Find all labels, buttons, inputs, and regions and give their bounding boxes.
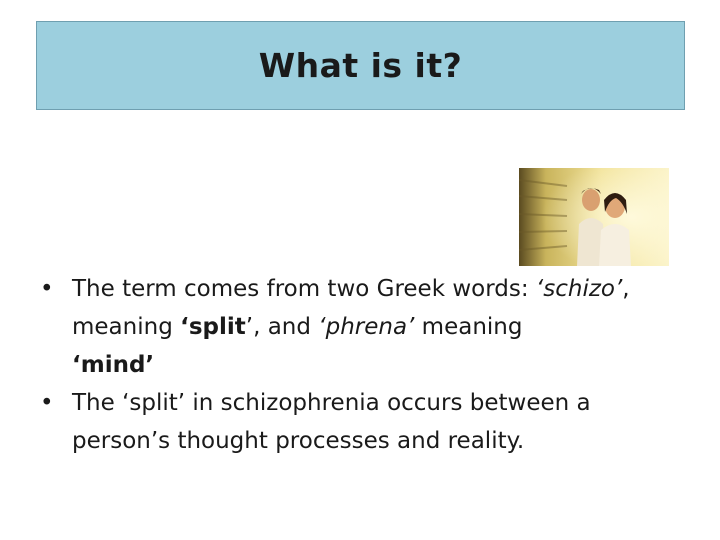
term-schizo: ‘schizo’ — [535, 276, 623, 302]
bullet-text: ’, and — [245, 314, 319, 340]
term-phrena: ‘phrena’ — [318, 314, 415, 340]
term-split: ‘split — [180, 314, 246, 340]
slide-title: What is it? — [258, 46, 463, 85]
bullet-marker: • — [40, 276, 54, 302]
bullet-text: , meaning — [72, 276, 630, 340]
photo-two-men-image — [519, 168, 669, 266]
bullet-item — [30, 384, 690, 460]
bullet-text: The ‘split’ in schizophrenia occurs between a person’s thought processes and reality. — [72, 390, 591, 454]
title-banner — [36, 21, 685, 110]
bullet-list — [30, 270, 690, 460]
bullet-marker: • — [40, 390, 54, 416]
bullet-item — [30, 270, 690, 384]
bullet-text: The term comes from two Greek words: — [72, 276, 536, 302]
bullet-text: meaning — [414, 314, 523, 340]
term-mind: ‘mind’ — [72, 352, 155, 378]
